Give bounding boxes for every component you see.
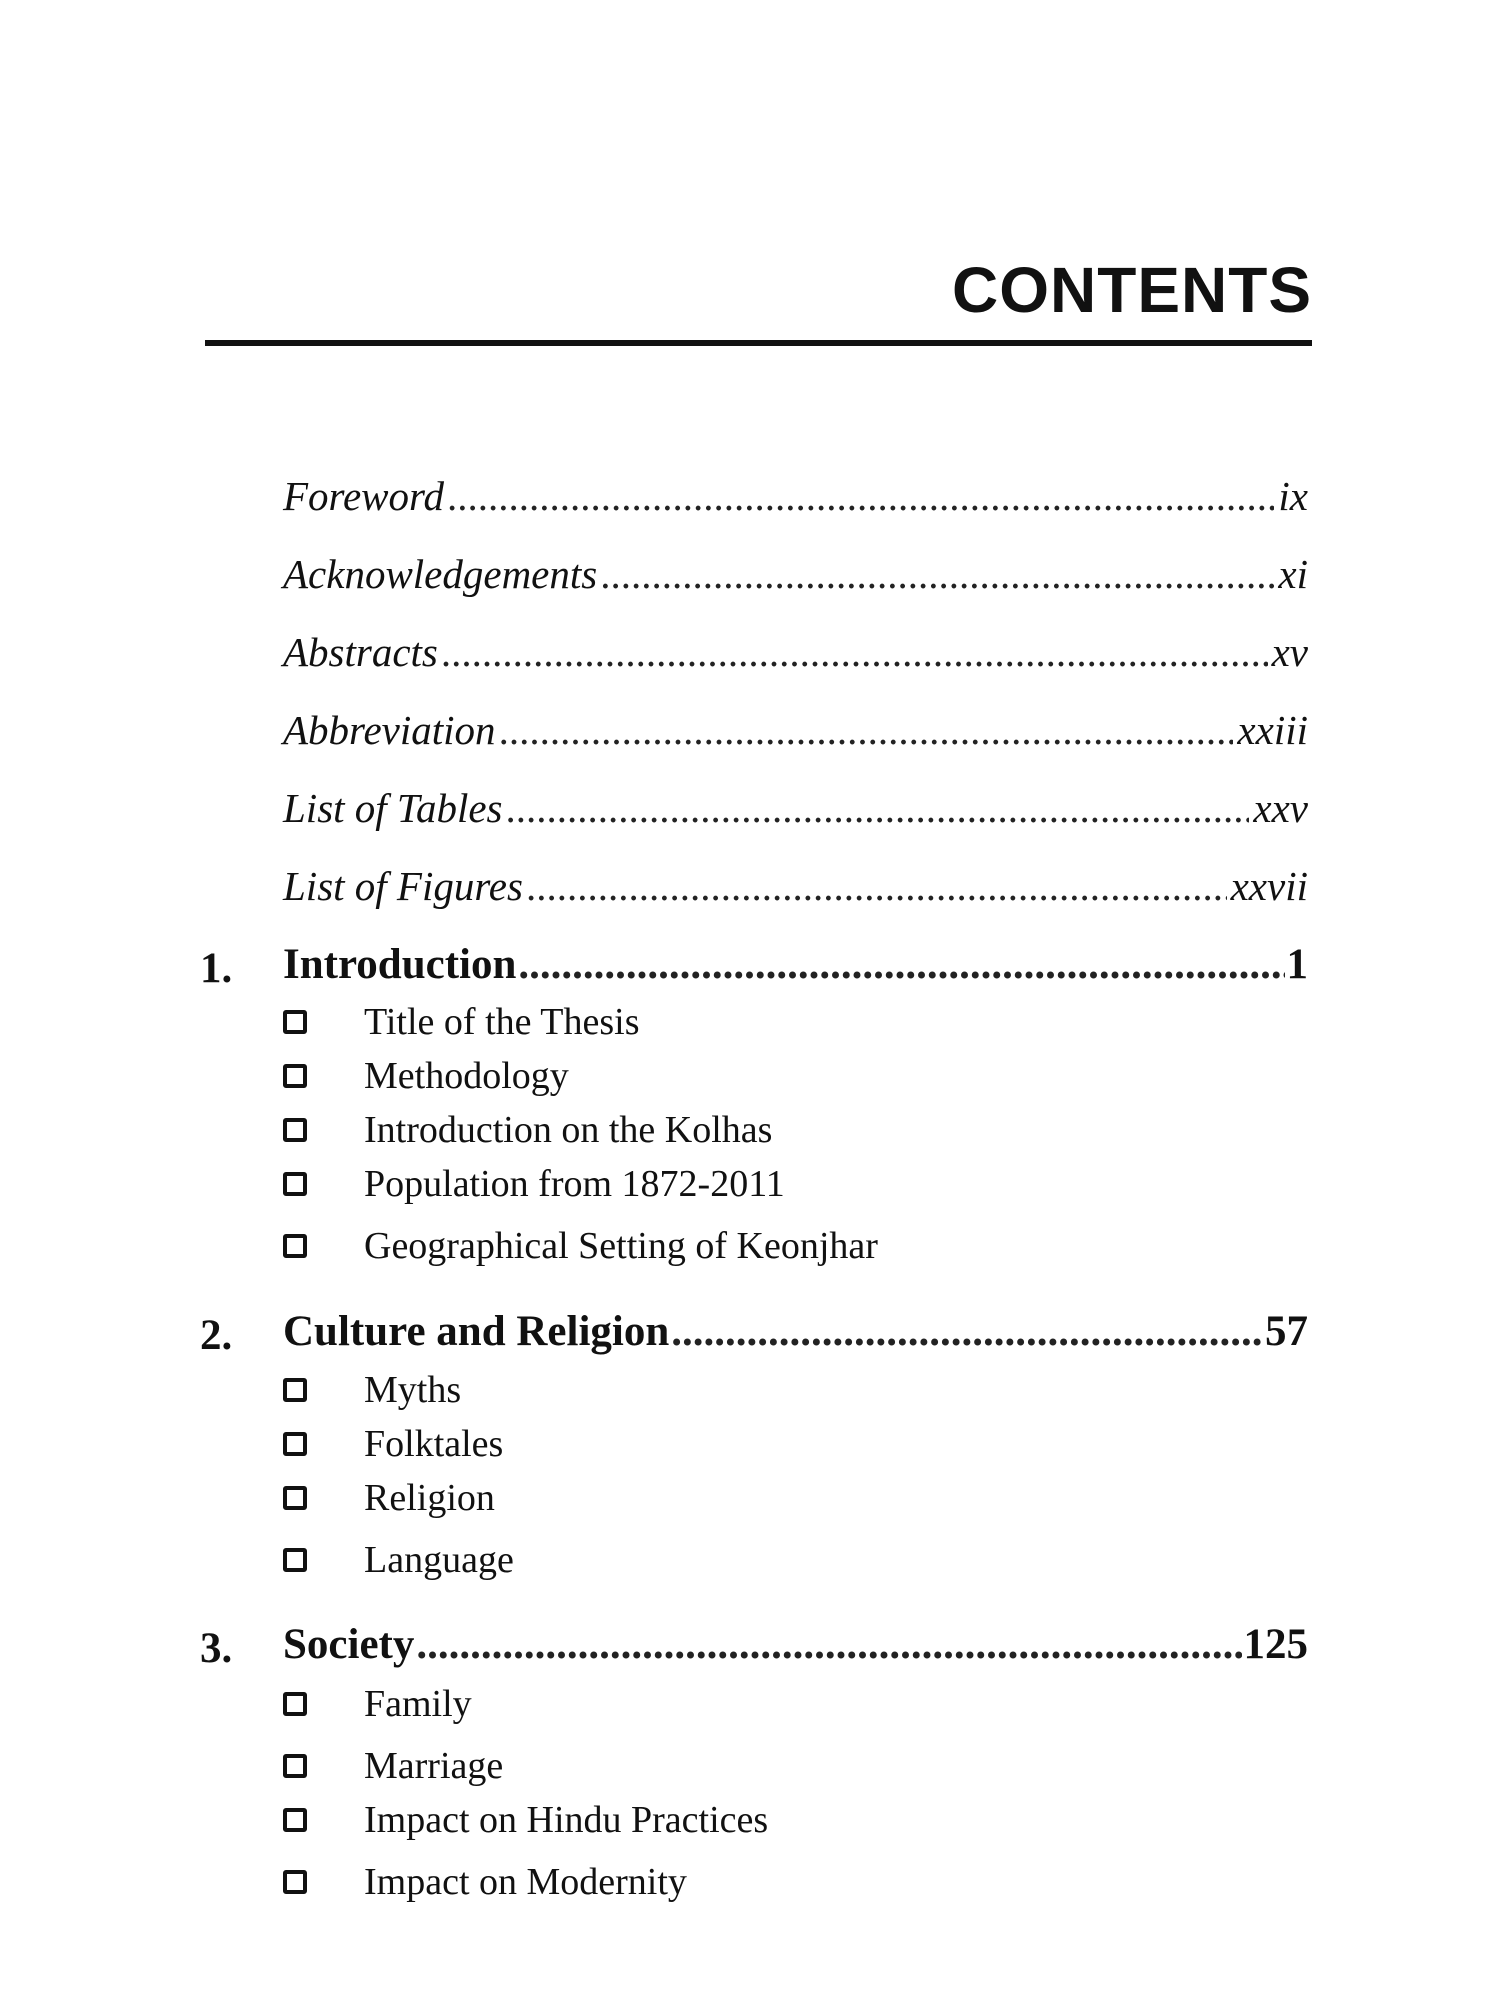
toc-entry-foreword	[283, 472, 1308, 522]
square-bullet-icon	[283, 1432, 307, 1456]
toc-entry-list-of-figures	[283, 862, 1308, 912]
toc-chapter-introduction	[283, 940, 1308, 990]
dot-leader	[416, 1620, 1241, 1669]
toc-label: Acknowledgements	[283, 551, 598, 597]
dot-leader	[442, 628, 1268, 676]
chapter-page: 125	[1243, 1621, 1308, 1668]
square-bullet-icon	[283, 1692, 307, 1716]
toc-page: xxvii	[1230, 863, 1308, 909]
chapter-number: 3.	[200, 1625, 233, 1672]
section-item	[283, 1108, 772, 1152]
toc-label: List of Tables	[283, 785, 503, 831]
toc-label: Foreword	[283, 473, 444, 519]
section-item	[283, 1682, 472, 1726]
page-title: CONTENTS	[952, 254, 1312, 326]
section-item	[283, 1860, 687, 1904]
dot-leader	[527, 862, 1227, 910]
section-item	[283, 1476, 495, 1520]
chapter-title: Culture and Religion	[283, 1308, 670, 1355]
section-label: Geographical Setting of Keonjhar	[364, 1225, 878, 1267]
square-bullet-icon	[283, 1808, 307, 1832]
section-item	[283, 1000, 640, 1044]
toc-chapter-culture-and-religion	[283, 1307, 1308, 1357]
square-bullet-icon	[283, 1754, 307, 1778]
square-bullet-icon	[283, 1118, 307, 1142]
dot-leader	[671, 1307, 1263, 1356]
title-rule	[205, 340, 1312, 346]
dot-leader	[500, 706, 1234, 754]
chapter-number: 1.	[200, 945, 233, 992]
toc-page: xxv	[1253, 785, 1308, 831]
section-item	[283, 1368, 461, 1412]
section-label: Language	[364, 1539, 514, 1581]
section-label: Population from 1872-2011	[364, 1163, 785, 1205]
toc-page: xxiii	[1237, 707, 1308, 753]
toc-chapter-society	[283, 1620, 1308, 1670]
square-bullet-icon	[283, 1870, 307, 1894]
square-bullet-icon	[283, 1172, 307, 1196]
square-bullet-icon	[283, 1010, 307, 1034]
section-label: Myths	[364, 1369, 462, 1411]
section-label: Impact on Hindu Practices	[364, 1799, 769, 1841]
section-label: Title of the Thesis	[364, 1001, 640, 1043]
section-label: Impact on Modernity	[364, 1861, 687, 1903]
toc-entry-list-of-tables	[283, 784, 1308, 834]
section-item	[283, 1538, 514, 1582]
section-item	[283, 1798, 768, 1842]
chapter-title: Introduction	[283, 941, 517, 988]
chapter-page: 1	[1286, 941, 1308, 988]
section-item	[283, 1422, 503, 1466]
section-label: Family	[364, 1683, 472, 1725]
dot-leader	[448, 472, 1274, 520]
section-item	[283, 1744, 503, 1788]
chapter-title: Society	[283, 1621, 415, 1668]
section-label: Religion	[364, 1477, 495, 1519]
square-bullet-icon	[283, 1064, 307, 1088]
square-bullet-icon	[283, 1378, 307, 1402]
square-bullet-icon	[283, 1486, 307, 1510]
section-label: Marriage	[364, 1745, 504, 1787]
section-item	[283, 1054, 569, 1098]
toc-page: xv	[1271, 629, 1308, 675]
section-item	[283, 1224, 878, 1268]
toc-label: Abbreviation	[283, 707, 496, 753]
chapter-page: 57	[1265, 1308, 1308, 1355]
section-label: Methodology	[364, 1055, 569, 1097]
square-bullet-icon	[283, 1548, 307, 1572]
dot-leader	[507, 784, 1250, 832]
square-bullet-icon	[283, 1234, 307, 1258]
toc-label: Abstracts	[283, 629, 438, 675]
toc-entry-abstracts	[283, 628, 1308, 678]
toc-page: ix	[1278, 473, 1308, 519]
dot-leader	[518, 940, 1284, 989]
section-item	[283, 1162, 785, 1206]
toc-page: xi	[1278, 551, 1308, 597]
toc-entry-abbreviation	[283, 706, 1308, 756]
section-label: Folktales	[364, 1423, 504, 1465]
chapter-number: 2.	[200, 1312, 233, 1359]
dot-leader	[601, 550, 1274, 598]
section-label: Introduction on the Kolhas	[364, 1109, 773, 1151]
toc-entry-acknowledgements	[283, 550, 1308, 600]
toc-label: List of Figures	[283, 863, 523, 909]
